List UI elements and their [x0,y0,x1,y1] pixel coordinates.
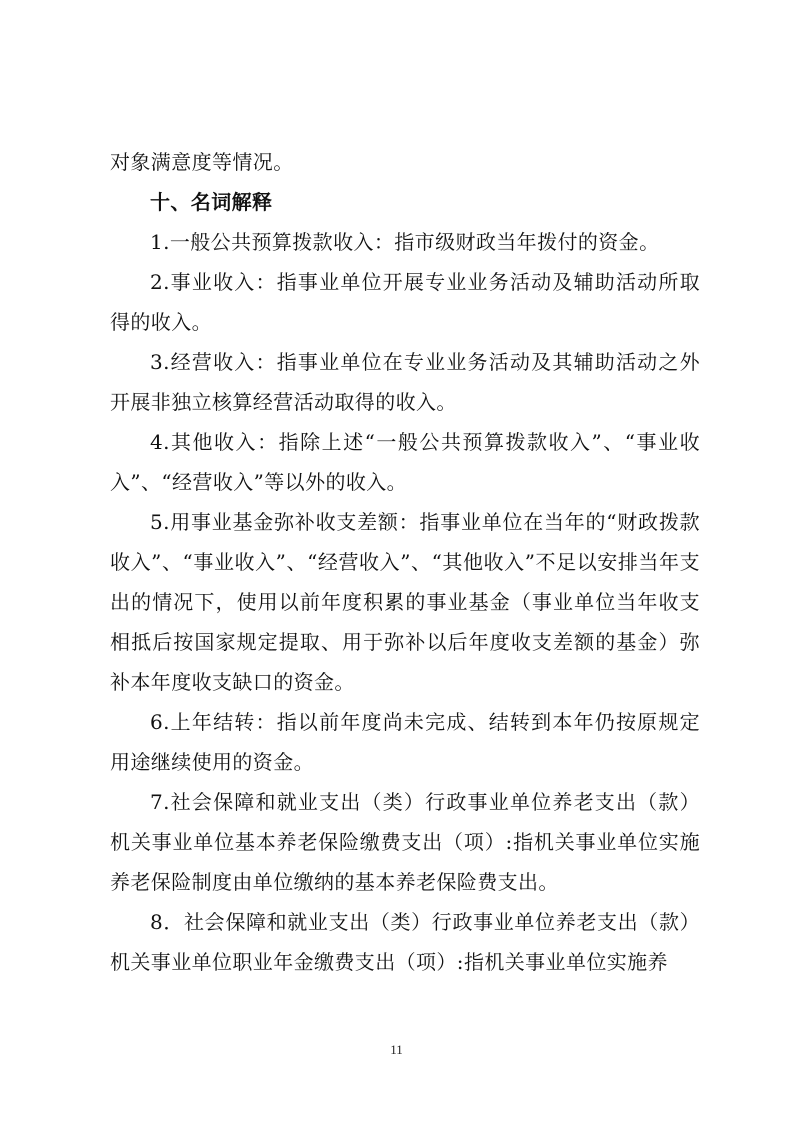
paragraph-continuation: 对象满意度等情况。 [110,150,294,174]
definition-item-1: 1.一般公共预算拨款收入：指市级财政当年拨付的资金。 [150,230,660,254]
definition-item-7: 7.社会保障和就业支出（类）行政事业单位养老支出（款）机关事业单位基本养老保险缴费支出（项）:指机关事业单位实施养老保险制度由单位缴纳的基本养老保险费支出。 [110,790,700,894]
definition-item-8: 8．社会保障和就业支出（类）行政事业单位养老支出（款）机关事业单位职业年金缴费支出（项）:指机关事业单位实施养 [110,910,700,974]
definition-item-3: 3.经营收入：指事业单位在专业业务活动及其辅助活动之外开展非独立核算经营活动取得的收入。 [110,350,700,414]
definition-item-2: 2.事业收入：指事业单位开展专业业务活动及辅助活动所取得的收入。 [110,270,700,334]
page-number: 11 [390,1042,403,1057]
definition-item-4: 4.其他收入：指除上述“一般公共预算拨款收入”、“事业收入”、“经营收入”等以外的收入。 [110,430,700,494]
document-body [110,142,700,982]
definition-item-6: 6.上年结转：指以前年度尚未完成、结转到本年仍按原规定用途继续使用的资金。 [110,710,700,774]
definition-item-5: 5.用事业基金弥补收支差额：指事业单位在当年的“财政拨款收入”、“事业收入”、“经营收入”、“其他收入”不足以安排当年支出的情况下，使用以前年度积累的事业基金（事业单位当年收支相抵后按国家规定提取、用于弥补以后年度收支差额的基金）弥补本年度收支缺口的资金。 [110,510,700,694]
section-heading: 十、名词解释 [150,190,273,214]
